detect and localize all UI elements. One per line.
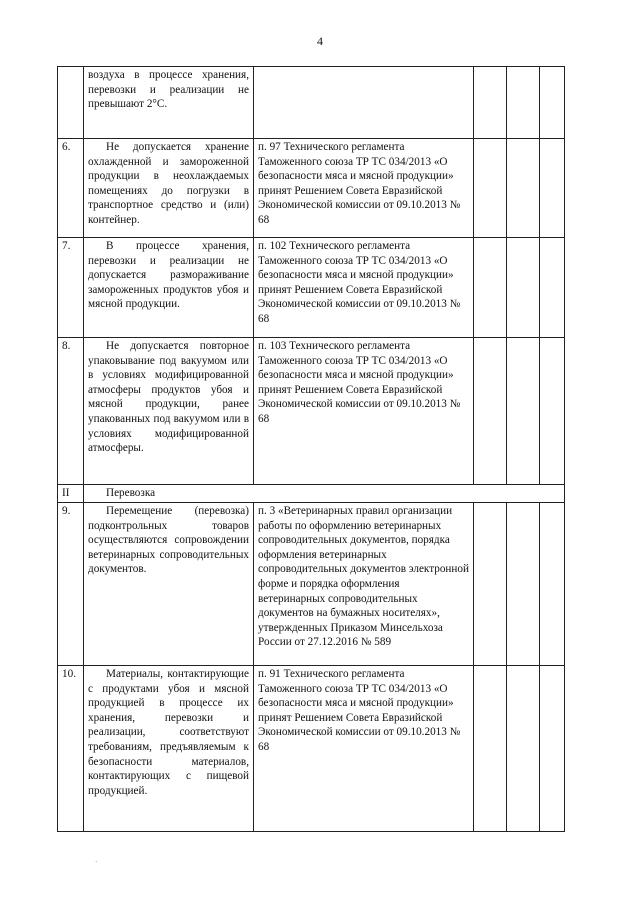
reference-text: п. 91 Технического регламента Таможенного союза ТР ТС 034/2013 «О безопасности мяса и мясной продукции» принят Решением Совета Евразийской Экономической комиссии от 09.10.2013 № 68 — [254, 666, 474, 832]
row-number-cell — [58, 67, 84, 139]
requirement-text: воздуха в процессе хранения, перевозки и реализации не превышают 2°С. — [88, 69, 249, 111]
requirement-cell — [84, 338, 254, 485]
section-title: Перевозка — [84, 485, 565, 503]
requirement-text: Перемещение (перевозка) подконтрольных товаров осуществляются сопровождении ветеринарных сопроводительных документов. — [88, 505, 249, 576]
table-row — [58, 503, 565, 666]
table-row — [58, 139, 565, 238]
answer-yes-cell[interactable] — [474, 238, 507, 338]
answer-no-cell[interactable] — [507, 338, 540, 485]
answer-no-cell[interactable] — [507, 503, 540, 666]
note-cell[interactable] — [540, 666, 565, 832]
table-row-continuation — [58, 67, 565, 139]
reference-text: п. 97 Технического регламента Таможенного союза ТР ТС 034/2013 «О безопасности мяса и мясной продукции» принят Решением Совета Евразийской Экономической комиссии от 09.10.2013 № 68 — [254, 139, 474, 238]
row-number: 9. — [58, 503, 84, 666]
section-row — [58, 485, 565, 503]
answer-no-cell[interactable] — [507, 238, 540, 338]
requirement-cell — [84, 238, 254, 338]
page-number: 4 — [317, 34, 323, 48]
note-cell[interactable] — [540, 139, 565, 238]
table-row — [58, 338, 565, 485]
answer-no-cell[interactable] — [507, 139, 540, 238]
answer-yes-cell[interactable] — [474, 139, 507, 238]
table-row — [58, 238, 565, 338]
requirement-text: Не допускается хранение охлажденной и замороженной продукции в неохлаждаемых помещениях до погрузки в транспортное средство и (или) контейнер. — [88, 141, 249, 226]
row-number: 7. — [58, 238, 84, 338]
requirement-cell — [84, 503, 254, 666]
note-cell[interactable] — [540, 338, 565, 485]
requirement-cell — [84, 67, 254, 139]
answer-no-cell[interactable] — [507, 666, 540, 832]
requirement-cell — [84, 666, 254, 832]
reference-cell — [254, 67, 474, 139]
note-cell[interactable] — [540, 503, 565, 666]
requirement-text: Не допускается повторное упаковывание под вакуумом или в условиях модифицированной атмосферы продуктов убоя и мясной продукции, ранее упакованных под вакуумом или в условиях модифицированной атмосферы. — [88, 340, 249, 455]
note-cell[interactable] — [540, 238, 565, 338]
answer-yes-cell[interactable] — [474, 338, 507, 485]
section-number: II — [58, 485, 84, 503]
requirement-text: Материалы, контактирующие с продуктами убоя и мясной продукцией в процессе их хранения, перевозки и реализации, соответствуют требованиям, предъявляемым к безопасности материалов, контактирующих с пищевой продукцией. — [88, 668, 249, 797]
note-cell[interactable] — [540, 67, 565, 139]
row-number: 6. — [58, 139, 84, 238]
requirement-cell — [84, 139, 254, 238]
answer-no-cell[interactable] — [507, 67, 540, 139]
row-number: 8. — [58, 338, 84, 485]
reference-text: п. 102 Технического регламента Таможенного союза ТР ТС 034/2013 «О безопасности мяса и мясной продукции» принят Решением Совета Евразийской Экономической комиссии от 09.10.2013 № 68 — [254, 238, 474, 338]
table-row — [58, 666, 565, 832]
row-number: 10. — [58, 666, 84, 832]
answer-yes-cell[interactable] — [474, 503, 507, 666]
requirement-text: В процессе хранения, перевозки и реализации не допускается размораживание замороженных продуктов убоя и мясной продукции. — [88, 240, 249, 311]
answer-yes-cell[interactable] — [474, 67, 507, 139]
answer-yes-cell[interactable] — [474, 666, 507, 832]
checklist-table — [57, 66, 565, 832]
reference-text: п. 3 «Ветеринарных правил организации работы по оформлению ветеринарных сопроводительных документов, порядка оформления ветеринарных сопроводительных документов электронной форме и порядка оформления ветеринарных сопроводительных документов на бумажных носителях», утвержденных Приказом Минсельхоза России от 27.12.2016 № 589 — [254, 503, 474, 666]
scan-dot: · — [95, 858, 98, 866]
reference-text: п. 103 Технического регламента Таможенного союза ТР ТС 034/2013 «О безопасности мяса и мясной продукции» принят Решением Совета Евразийской Экономической комиссии от 09.10.2013 № 68 — [254, 338, 474, 485]
